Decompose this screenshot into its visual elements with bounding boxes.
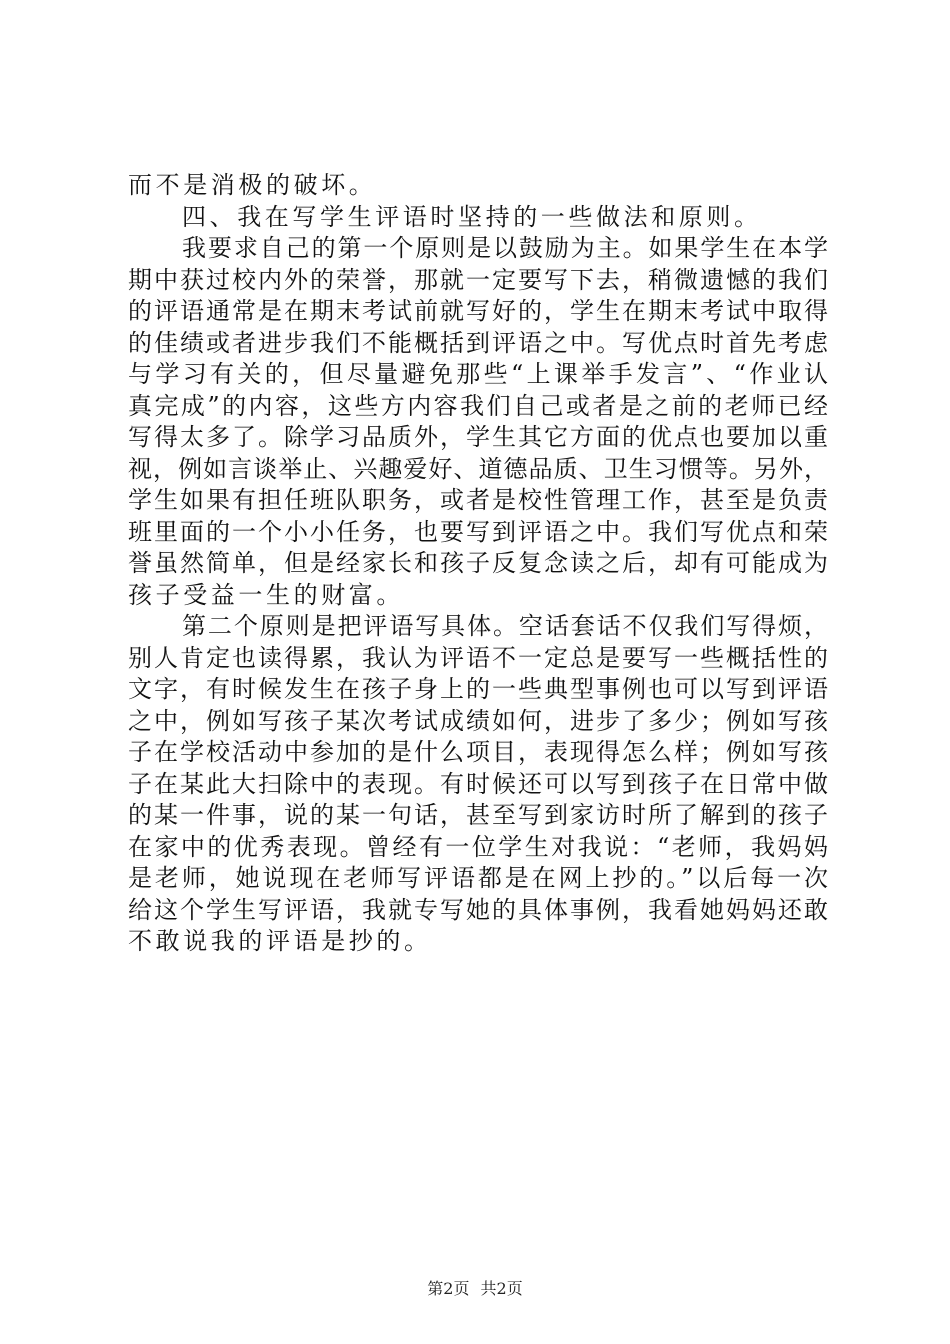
text-line: 第二个原则是把评语写具体。空话套话不仅我们写得烦， (182, 612, 828, 640)
text-line: 班里面的一个小小任务，也要写到评语之中。我们写优点和荣 (128, 517, 828, 546)
section-heading: 四、我在写学生评语时坚持的一些做法和原则。 (182, 202, 762, 231)
text-line: 誉虽然简单，但是经家长和孩子反复念读之后，却有可能成为 (128, 549, 828, 577)
page-number-footer: 第2页 共2页 (427, 1279, 523, 1298)
text-line: 我要求自己的第一个原则是以鼓励为主。如果学生在本学 (182, 234, 828, 262)
text-line: 视，例如言谈举止、兴趣爱好、道德品质、卫生习惯等。另外， (128, 454, 828, 483)
text-line: 别人肯定也读得累，我认为评语不一定总是要写一些概括性的 (128, 643, 828, 672)
text-line: 与学习有关的，但尽量避免那些“上课举手发言”、“作业认 (128, 360, 828, 388)
document-body (128, 170, 828, 958)
text-line: 在家中的优秀表现。曾经有一位学生对我说：“老师，我妈妈 (128, 832, 828, 861)
text-line: 期中获过校内外的荣誉，那就一定要写下去，稍微遗憾的我们 (128, 265, 828, 294)
text-line: 的佳绩或者进步我们不能概括到评语之中。写优点时首先考虑 (128, 328, 828, 357)
text-line: 文字，有时候发生在孩子身上的一些典型事例也可以写到评语 (128, 675, 828, 703)
text-line: 的某一件事，说的某一句话，甚至写到家访时所了解到的孩子 (128, 801, 828, 829)
text-line: 子在某此大扫除中的表现。有时候还可以写到孩子在日常中做 (128, 769, 828, 798)
text-line: 之中，例如写孩子某次考试成绩如何，进步了多少；例如写孩 (128, 706, 828, 735)
text-line: 孩子受益一生的财富。 (128, 580, 404, 609)
text-line: 学生如果有担任班队职务，或者是校性管理工作，甚至是负责 (128, 486, 828, 514)
text-line: 真完成”的内容，这些方内容我们自己或者是之前的老师已经 (128, 391, 828, 420)
text-line: 而不是消极的破坏。 (128, 171, 377, 199)
text-line: 写得太多了。除学习品质外，学生其它方面的优点也要加以重 (128, 423, 828, 451)
text-line: 给这个学生写评语，我就专写她的具体事例，我看她妈妈还敢 (128, 895, 828, 924)
text-line: 子在学校活动中参加的是什么项目，表现得怎么样；例如写孩 (128, 738, 828, 766)
text-line: 不敢说我的评语是抄的。 (128, 927, 432, 955)
text-line: 是老师，她说现在老师写评语都是在网上抄的。”以后每一次 (128, 864, 828, 892)
text-line: 的评语通常是在期末考试前就写好的，学生在期末考试中取得 (128, 297, 828, 325)
